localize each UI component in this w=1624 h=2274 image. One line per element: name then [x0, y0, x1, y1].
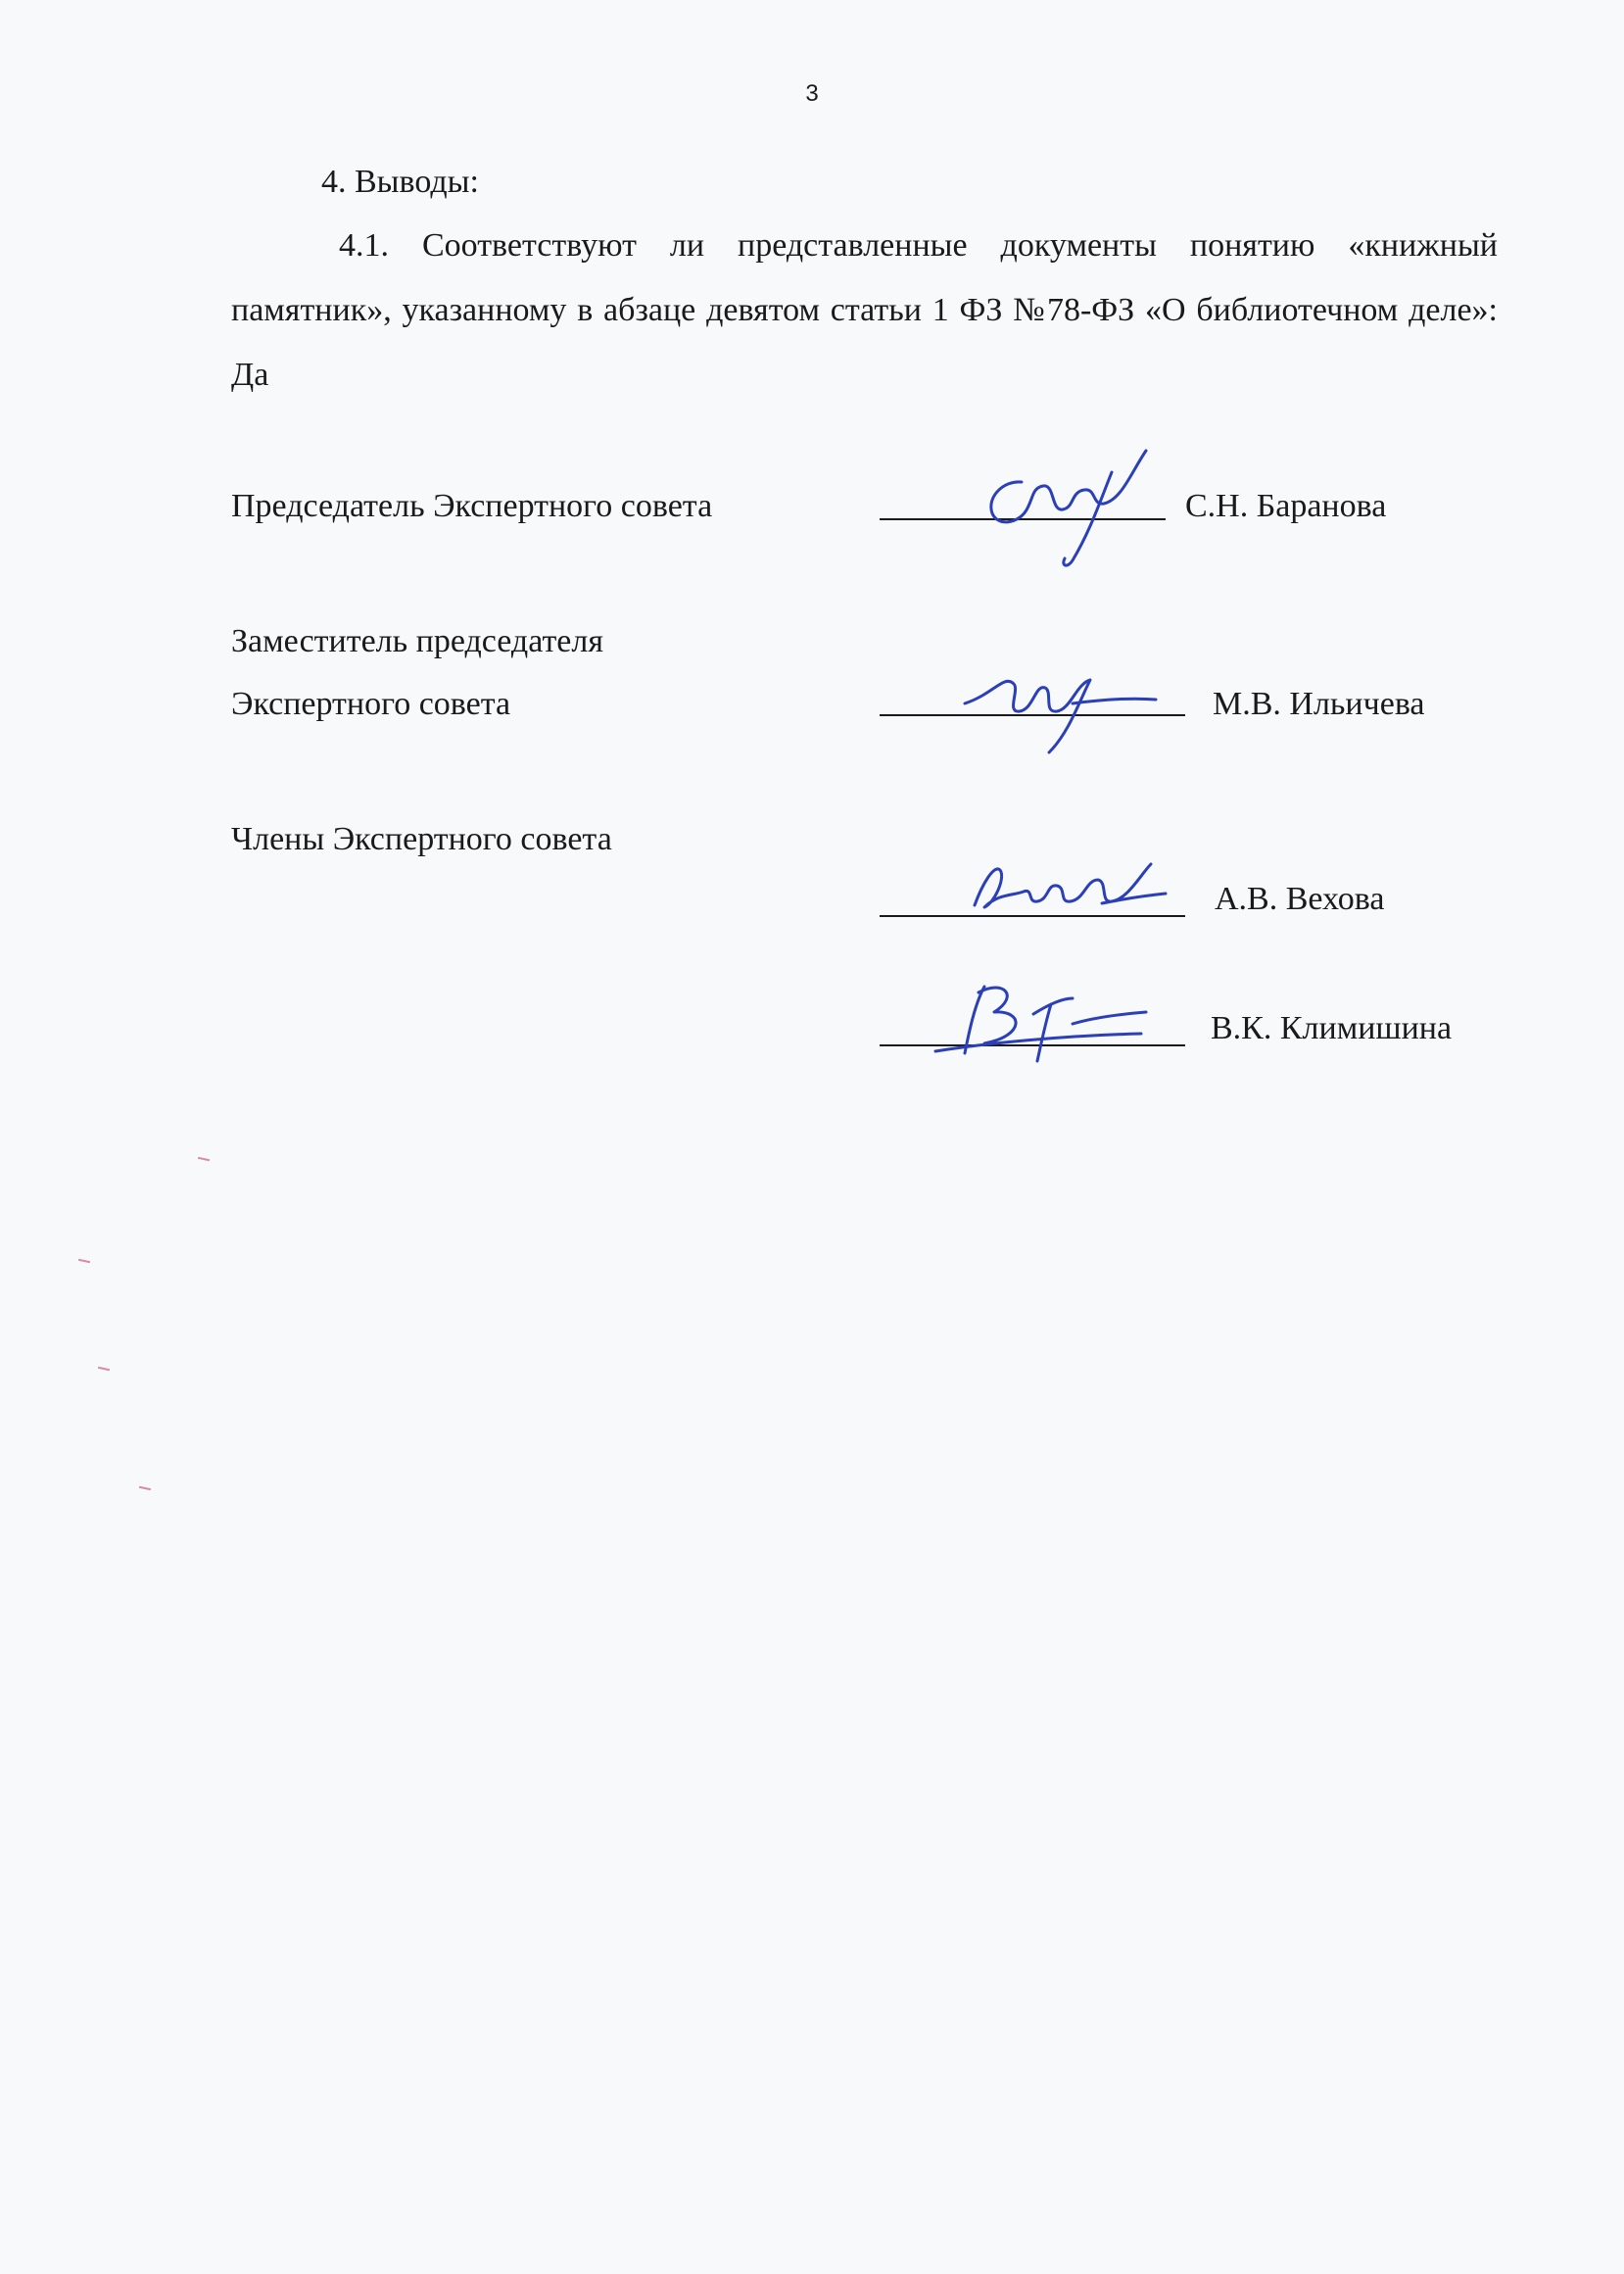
section-heading: 4. Выводы: [321, 164, 479, 200]
deputy-role-line1: Заместитель председателя [231, 623, 603, 659]
chairman-name: С.Н. Баранова [1185, 488, 1387, 524]
scan-speck [98, 1367, 110, 1371]
scan-speck [198, 1157, 210, 1161]
member2-signature [926, 975, 1151, 1073]
page-number: 3 [805, 80, 819, 107]
member2-name: В.К. Климишина [1211, 1010, 1453, 1046]
conclusion-paragraph: 4.1. Соответствуют ли представленные документы понятию «книжный памятник», указанному в абзаце девятом статьи 1 ФЗ №78-ФЗ «О библиотечном деле»: Да [231, 227, 1498, 393]
members-role: Члены Экспертного совета [231, 821, 612, 857]
deputy-role-line2: Экспертного совета [231, 686, 511, 722]
chairman-role: Председатель Экспертного совета [231, 488, 713, 524]
member1-name: А.В. Вехова [1215, 881, 1385, 917]
scan-speck [139, 1486, 151, 1490]
deputy-signature [955, 654, 1161, 762]
member1-signature [955, 845, 1170, 933]
chairman-signature [975, 443, 1161, 570]
deputy-name: М.В. Ильичева [1213, 686, 1425, 722]
scan-speck [78, 1259, 90, 1263]
